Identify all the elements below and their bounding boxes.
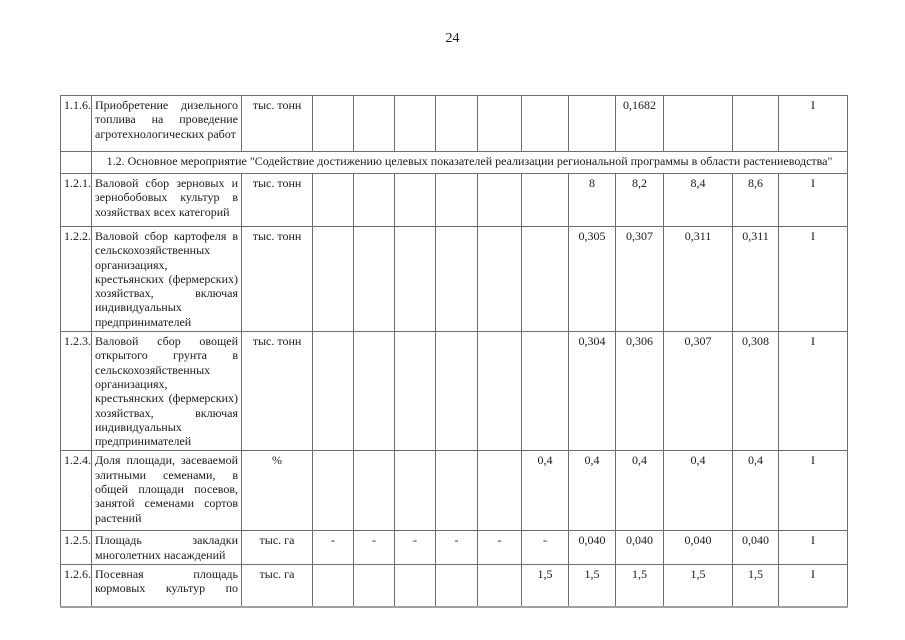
value-cell: 0,308	[733, 332, 779, 451]
value-cell	[436, 332, 478, 451]
value-cell	[395, 96, 436, 152]
description-cell: Валовой сбор картофеля в сельскохозяйственных организациях, крестьянских (фермерских) хозяйствах, включая индивидуальных предпринимателей	[92, 227, 242, 332]
value-cell	[354, 565, 395, 607]
value-cell	[522, 174, 569, 227]
value-cell	[436, 174, 478, 227]
value-cell	[395, 565, 436, 607]
value-cell	[522, 227, 569, 332]
table-row	[61, 451, 848, 531]
description-cell: Валовой сбор овощей открытого грунта в сельскохозяйственных организациях, крестьянских (фермерских) хозяйствах, включая индивидуальных предпринимателей	[92, 332, 242, 451]
indicators-table	[60, 95, 848, 608]
value-cell: 0,040	[569, 531, 616, 565]
value-cell: 1,5	[733, 565, 779, 607]
value-cell	[354, 332, 395, 451]
value-cell	[436, 96, 478, 152]
value-cell: 0,040	[616, 531, 664, 565]
description-cell: Площадь закладки многолетних насаждений	[92, 531, 242, 565]
value-cell: -	[436, 531, 478, 565]
table-row	[61, 531, 848, 565]
row-number-cell: 1.2.1.	[61, 174, 92, 227]
value-cell: -	[522, 531, 569, 565]
table-row	[61, 565, 848, 607]
page-number: 24	[445, 31, 460, 46]
table-row	[61, 332, 848, 451]
value-cell	[354, 451, 395, 531]
value-cell: I	[779, 451, 848, 531]
value-cell: -	[478, 531, 522, 565]
value-cell	[354, 96, 395, 152]
value-cell	[664, 96, 733, 152]
value-cell: 0,307	[616, 227, 664, 332]
value-cell	[522, 96, 569, 152]
value-cell: 0,307	[664, 332, 733, 451]
row-number-cell: 1.2.6.	[61, 565, 92, 607]
value-cell: 1,5	[664, 565, 733, 607]
value-cell: 0,4	[733, 451, 779, 531]
value-cell	[436, 451, 478, 531]
value-cell: 0,311	[733, 227, 779, 332]
value-cell: 8,6	[733, 174, 779, 227]
value-cell: 0,311	[664, 227, 733, 332]
value-cell: I	[779, 531, 848, 565]
value-cell: 1,5	[522, 565, 569, 607]
description-cell: Валовой сбор зерновых и зернобобовых культур в хозяйствах всех категорий	[92, 174, 242, 227]
value-cell	[313, 227, 354, 332]
value-cell	[313, 565, 354, 607]
value-cell: 0,306	[616, 332, 664, 451]
value-cell	[569, 96, 616, 152]
table-row	[61, 174, 848, 227]
description-cell: Приобретение дизельного топлива на проведение агротехнологических работ	[92, 96, 242, 152]
value-cell: 1,5	[569, 565, 616, 607]
unit-cell: тыс. тонн	[242, 227, 313, 332]
value-cell: 0,040	[664, 531, 733, 565]
unit-cell: тыс. тонн	[242, 96, 313, 152]
value-cell: 0,040	[733, 531, 779, 565]
row-number-cell	[61, 152, 92, 174]
value-cell	[354, 227, 395, 332]
unit-cell: тыс. га	[242, 565, 313, 607]
value-cell	[478, 332, 522, 451]
value-cell	[478, 451, 522, 531]
value-cell: -	[395, 531, 436, 565]
unit-cell: тыс. тонн	[242, 174, 313, 227]
value-cell	[522, 332, 569, 451]
description-cell: Доля площади, засеваемой элитными семенами, в общей площади посевов, занятой семенами сортов растений	[92, 451, 242, 531]
row-number-cell: 1.2.4.	[61, 451, 92, 531]
unit-cell: тыс. га	[242, 531, 313, 565]
value-cell	[313, 332, 354, 451]
value-cell	[395, 332, 436, 451]
value-cell: I	[779, 96, 848, 152]
value-cell	[733, 96, 779, 152]
value-cell	[478, 174, 522, 227]
value-cell: 8,4	[664, 174, 733, 227]
value-cell: I	[779, 332, 848, 451]
value-cell: 0,4	[664, 451, 733, 531]
unit-cell: тыс. тонн	[242, 332, 313, 451]
value-cell: 0,4	[522, 451, 569, 531]
value-cell: 0,305	[569, 227, 616, 332]
value-cell	[436, 227, 478, 332]
value-cell	[478, 96, 522, 152]
value-cell	[313, 451, 354, 531]
value-cell	[395, 174, 436, 227]
value-cell: 0,304	[569, 332, 616, 451]
value-cell	[313, 174, 354, 227]
value-cell: 1,5	[616, 565, 664, 607]
value-cell	[395, 451, 436, 531]
value-cell	[478, 227, 522, 332]
row-number-cell: 1.2.5.	[61, 531, 92, 565]
value-cell	[313, 96, 354, 152]
value-cell: -	[313, 531, 354, 565]
value-cell: I	[779, 565, 848, 607]
value-cell	[395, 227, 436, 332]
value-cell	[478, 565, 522, 607]
unit-cell: %	[242, 451, 313, 531]
value-cell: 8,2	[616, 174, 664, 227]
value-cell	[436, 565, 478, 607]
section-header-cell: 1.2. Основное мероприятие "Содействие достижению целевых показателей реализации региональной программы в области растениеводства"	[92, 152, 848, 174]
value-cell: I	[779, 227, 848, 332]
description-cell: Посевная площадь кормовых культур по	[92, 565, 242, 607]
row-number-cell: 1.2.3.	[61, 332, 92, 451]
value-cell: 0,4	[616, 451, 664, 531]
section-row	[61, 152, 848, 174]
row-number-cell: 1.2.2.	[61, 227, 92, 332]
value-cell: 8	[569, 174, 616, 227]
value-cell: 0,4	[569, 451, 616, 531]
table-row	[61, 227, 848, 332]
row-number-cell: 1.1.6.	[61, 96, 92, 152]
value-cell: -	[354, 531, 395, 565]
value-cell	[354, 174, 395, 227]
value-cell: 0,1682	[616, 96, 664, 152]
table-row	[61, 96, 848, 152]
value-cell: I	[779, 174, 848, 227]
